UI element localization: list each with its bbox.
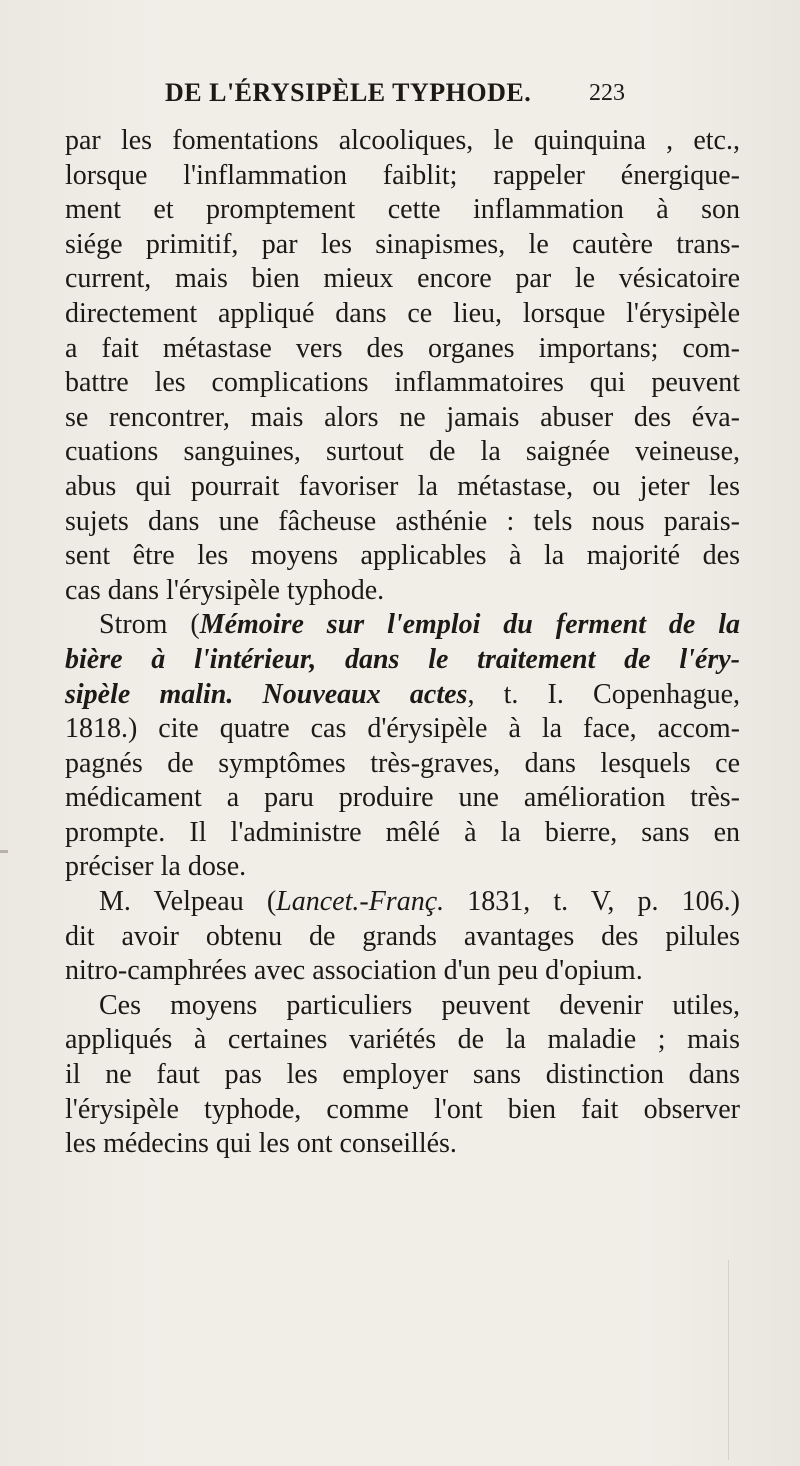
text-segment: 1818.) cite quatre cas d'érysipèle à la face, accom- [65,713,740,745]
text-segment: siége primitif, par les sinapismes, le cautère trans- [65,228,740,260]
text-segment: directement appliqué dans ce lieu, lorsque l'érysipèle [65,297,740,329]
text-segment: current, mais bien mieux encore par le vésicatoire [65,263,740,295]
text-line [65,435,740,470]
body-text [65,124,740,1162]
text-line [65,297,740,332]
text-segment: a fait métastase vers des organes importans; com- [65,332,740,364]
text-segment: ment et promptement cette inflammation à son [65,194,740,226]
text-line [65,262,740,297]
text-line [65,885,740,920]
text-segment: M. Velpeau ( [99,886,277,918]
text-line [65,643,740,678]
text-line [65,1023,740,1058]
text-segment: prompte. Il l'administre mêlé à la bierre, sans en [65,816,740,848]
text-segment: appliqués à certaines variétés de la maladie ; mais [65,1024,740,1056]
text-line [65,505,740,540]
text-line [65,366,740,401]
text-segment: se rencontrer, mais alors ne jamais abuser des éva- [65,401,740,433]
text-line [65,712,740,747]
text-segment: sipèle malin. Nouveaux actes [65,678,468,710]
text-segment: abus qui pourrait favoriser la métastase, ou jeter les [65,470,740,502]
text-segment: pagnés de symptômes très-graves, dans lesquels ce [65,747,740,779]
running-title: DE L'ÉRYSIPÈLE TYPHODE. [165,78,532,107]
text-segment: cas dans l'érysipèle typhode. [65,574,385,606]
text-segment: Ces moyens particuliers peuvent devenir utiles, [99,989,740,1021]
text-line [65,574,740,609]
text-line [65,747,740,782]
page-header [165,78,625,118]
text-line [65,678,740,713]
text-line [65,470,740,505]
text-line [65,920,740,955]
text-segment: 1831, t. V, p. 106.) [444,886,740,918]
margin-mark [0,850,8,853]
text-segment: lorsque l'inflammation faiblit; rappeler énergique- [65,159,740,191]
text-line [65,539,740,574]
text-segment: il ne faut pas les employer sans distinction dans [65,1059,740,1091]
text-segment: sujets dans une fâcheuse asthénie : tels nous parais- [65,505,740,537]
text-line [65,193,740,228]
text-line [65,1127,740,1162]
page-number: 223 [589,80,625,106]
text-line [65,816,740,851]
text-segment: cuations sanguines, surtout de la saignée veineuse, [65,436,740,468]
text-line [65,228,740,263]
text-line [65,608,740,643]
text-segment: sent être les moyens applicables à la majorité des [65,540,740,572]
text-line [65,332,740,367]
text-line [65,401,740,436]
page-fold-line [728,1260,729,1460]
text-segment: dit avoir obtenu de grands avantages des pilules [65,920,740,952]
text-segment: Mémoire sur l'emploi du ferment de la [199,609,740,641]
text-line [65,159,740,194]
text-segment: préciser la dose. [65,851,247,883]
text-segment: par les fomentations alcooliques, le quinquina , etc., [65,125,740,156]
text-segment: , t. I. Copenhague, [467,678,740,710]
text-segment: l'érysipèle typhode, comme l'ont bien fait observer [65,1093,740,1125]
text-line [65,954,740,989]
text-line [65,1093,740,1128]
text-segment: Lancet.-Franç. [276,886,445,918]
text-segment: nitro-camphrées avec association d'un peu d'opium. [65,955,643,987]
text-segment: bière à l'intérieur, dans le traitement de l'éry- [65,643,740,675]
text-segment: battre les complications inflammatoires qui peuvent [65,367,740,399]
text-line [65,1058,740,1093]
text-line [65,781,740,816]
text-line [65,124,740,159]
text-segment: Strom ( [99,609,200,641]
text-line [65,850,740,885]
text-segment: médicament a paru produire une amélioration très- [65,782,740,814]
text-line [65,989,740,1024]
text-segment: les médecins qui les ont conseillés. [65,1128,457,1160]
